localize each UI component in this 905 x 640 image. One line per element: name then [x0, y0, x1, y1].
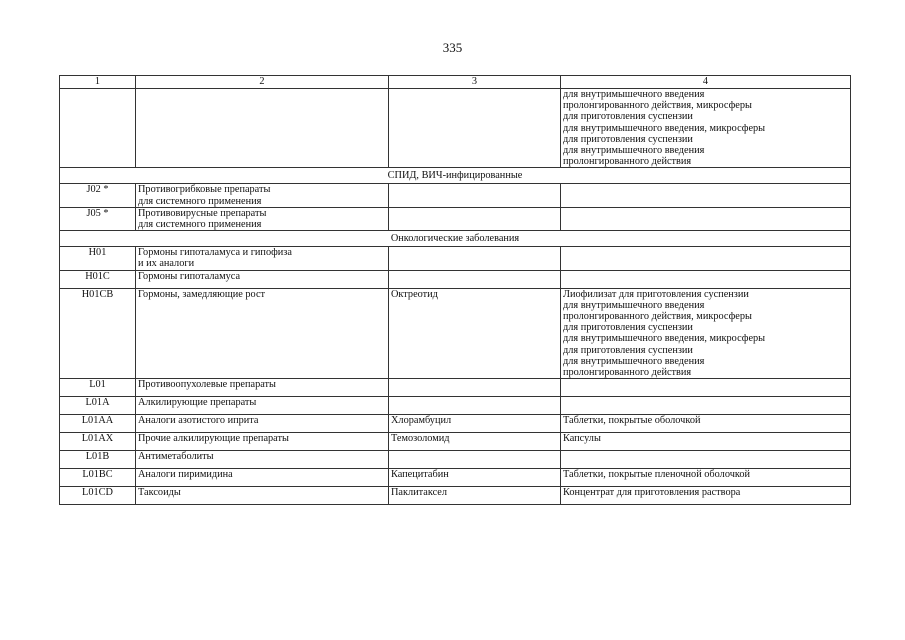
form-line: для приготовления суспензии [563, 111, 693, 123]
column-number-4: 4 [561, 76, 851, 89]
column-number-row [60, 76, 851, 89]
cell-drug: Темозоломид [389, 433, 561, 451]
cell-name [136, 397, 389, 415]
name-line: Прочие алкилирующие препараты [138, 433, 289, 445]
cell-drug [389, 270, 561, 288]
cell-code [60, 89, 136, 168]
cell-form [561, 270, 851, 288]
cell-form [561, 415, 851, 433]
cell-drug: Паклитаксел [389, 487, 561, 505]
form-line: пролонгированного действия [563, 367, 692, 379]
form-line: для внутримышечного введения, микросферы [563, 122, 766, 134]
name-line: Алкилирующие препараты [138, 397, 257, 409]
cell-form [561, 247, 851, 270]
form-line: для внутримышечного введения [563, 355, 705, 367]
form-line: для внутримышечного введения [563, 299, 705, 311]
cell-name [136, 270, 389, 288]
section-title: СПИД, ВИЧ-инфицированные [60, 168, 851, 184]
form-line: для внутримышечного введения [563, 145, 705, 157]
form-line: для приготовления суспензии [563, 322, 693, 334]
form-line: для приготовления суспензии [563, 344, 693, 356]
name-line: для системного применения [138, 219, 262, 231]
name-line: для системного применения [138, 195, 262, 207]
form-line: для внутримышечного введения [563, 89, 705, 100]
form-line: Лиофилизат для приготовления суспензии [563, 288, 749, 300]
table-row [60, 247, 851, 270]
cell-form [561, 207, 851, 230]
cell-code: H01CB [60, 288, 136, 379]
table-row [60, 433, 851, 451]
cell-code: L01B [60, 451, 136, 469]
table-row-continuation [60, 89, 851, 168]
table-row [60, 288, 851, 379]
name-line: Противовирусные препараты [138, 207, 267, 219]
name-line: Гормоны гипоталамуса [138, 270, 241, 282]
table-row [60, 487, 851, 505]
cell-drug: Октреотид [389, 288, 561, 379]
table-row [60, 415, 851, 433]
cell-name [136, 487, 389, 505]
cell-name [136, 433, 389, 451]
table-row [60, 184, 851, 207]
cell-form [561, 433, 851, 451]
cell-code: L01AX [60, 433, 136, 451]
cell-code: J02 * [60, 184, 136, 207]
cell-name [136, 451, 389, 469]
cell-code: L01BC [60, 469, 136, 487]
form-line: для внутримышечного введения, микросферы [563, 333, 766, 345]
cell-form [561, 89, 851, 168]
aids-rows [60, 184, 851, 231]
cell-code: L01 [60, 379, 136, 397]
form-line: пролонгированного действия, микросферы [563, 311, 752, 323]
form-line: Концентрат для приготовления раствора [563, 487, 741, 499]
form-line: Таблетки, покрытые пленочной оболочкой [563, 469, 751, 481]
name-line: Таксоиды [138, 487, 181, 499]
cell-drug: Капецитабин [389, 469, 561, 487]
name-line: Антиметаболиты [138, 451, 214, 463]
cell-form [561, 379, 851, 397]
name-line: Аналоги пиримидина [138, 469, 233, 481]
column-number-2: 2 [136, 76, 389, 89]
cell-code: L01CD [60, 487, 136, 505]
column-number-1: 1 [60, 76, 136, 89]
section-row-onco [60, 231, 851, 247]
table-row [60, 270, 851, 288]
form-line: пролонгированного действия, микросферы [563, 100, 752, 112]
cell-drug [389, 379, 561, 397]
table-row [60, 469, 851, 487]
section-row-aids [60, 168, 851, 184]
page-number: 335 [442, 40, 463, 55]
name-line: Гормоны гипоталамуса и гипофиза [138, 247, 292, 259]
cell-form [561, 288, 851, 379]
cell-code: J05 * [60, 207, 136, 230]
cell-name [136, 288, 389, 379]
column-number-3: 3 [389, 76, 561, 89]
form-line: Капсулы [563, 433, 601, 445]
cell-drug [389, 397, 561, 415]
name-line: Гормоны, замедляющие рост [138, 288, 266, 300]
cell-form [561, 184, 851, 207]
name-line: и их аналоги [138, 258, 195, 270]
cell-form [561, 469, 851, 487]
cell-drug [389, 89, 561, 168]
cell-name [136, 469, 389, 487]
name-line: Аналоги азотистого иприта [138, 415, 259, 427]
form-line: пролонгированного действия [563, 156, 692, 168]
table-row [60, 451, 851, 469]
cell-code: H01C [60, 270, 136, 288]
cell-form [561, 451, 851, 469]
cell-name [136, 89, 389, 168]
form-line: Таблетки, покрытые оболочкой [563, 415, 701, 427]
drug-table [59, 75, 851, 505]
cell-drug [389, 451, 561, 469]
name-line: Противоопухолевые препараты [138, 379, 276, 391]
cell-name [136, 184, 389, 207]
cell-drug [389, 247, 561, 270]
cell-form [561, 397, 851, 415]
form-line: для приготовления суспензии [563, 133, 693, 145]
cell-form [561, 487, 851, 505]
onco-rows [60, 247, 851, 505]
cell-drug: Хлорамбуцил [389, 415, 561, 433]
cell-code: L01AA [60, 415, 136, 433]
cell-code: H01 [60, 247, 136, 270]
cell-drug [389, 184, 561, 207]
table-row [60, 207, 851, 230]
name-line: Противогрибковые препараты [138, 184, 271, 196]
cell-name [136, 247, 389, 270]
cell-code: L01A [60, 397, 136, 415]
cell-name [136, 415, 389, 433]
cell-name [136, 207, 389, 230]
table-row [60, 379, 851, 397]
cell-name [136, 379, 389, 397]
cell-drug [389, 207, 561, 230]
section-title: Онкологические заболевания [60, 231, 851, 247]
table-row [60, 397, 851, 415]
